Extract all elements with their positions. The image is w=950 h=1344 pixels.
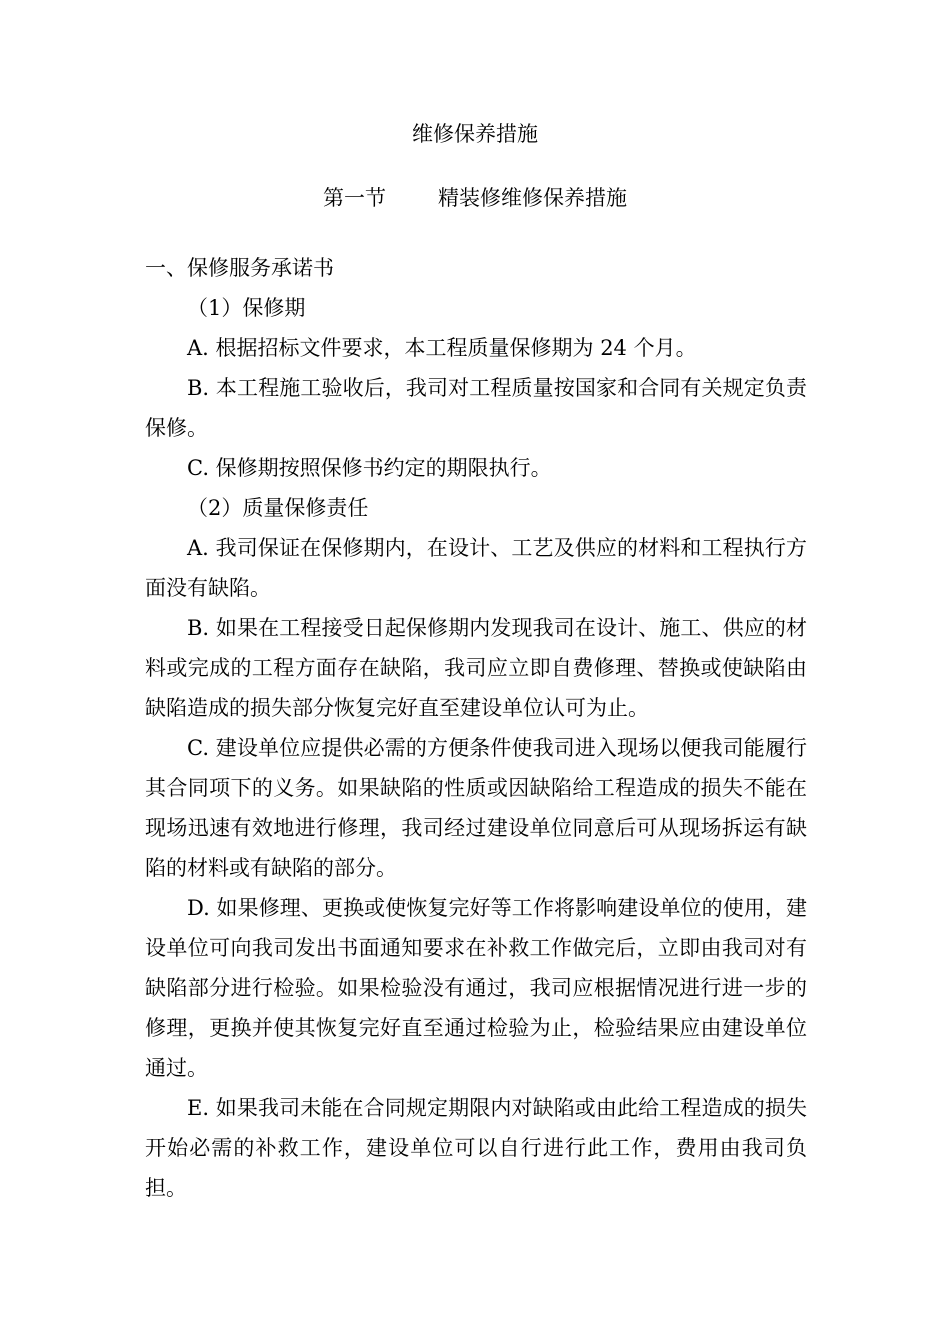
section-number: 第一节 [323, 186, 386, 210]
subheading-quality-responsibility: （2）质量保修责任 [187, 496, 369, 520]
paragraph-responsibility-e: E. 如果我司未能在合同规定期限内对缺陷或由此给工程造成的损失开始必需的补救工作，建设单位可以自行进行此工作，费用由我司负担。 [145, 1096, 807, 1200]
paragraph-warranty-period-b: B. 本工程施工验收后，我司对工程质量按国家和合同有关规定负责保修。 [145, 376, 807, 440]
heading-warranty-commitment: 一、保修服务承诺书 [145, 256, 334, 280]
section-title: 精装修维修保养措施 [438, 186, 627, 210]
section-title-line [0, 180, 950, 216]
subheading-warranty-period: （1）保修期 [187, 296, 306, 320]
paragraph-responsibility-c: C. 建设单位应提供必需的方便条件使我司进入现场以便我司能履行其合同项下的义务。如果缺陷的性质或因缺陷给工程造成的损失不能在现场迅速有效地进行修理，我司经过建设单位同意后可从现场拆运有缺陷的材料或有缺陷的部分。 [145, 736, 807, 880]
paragraph-responsibility-d: D. 如果修理、更换或使恢复完好等工作将影响建设单位的使用，建设单位可向我司发出书面通知要求在补救工作做完后，立即由我司对有缺陷部分进行检验。如果检验没有通过，我司应根据情况进行进一步的修理，更换并使其恢复完好直至通过检验为止，检验结果应由建设单位通过。 [145, 896, 807, 1080]
paragraph-responsibility-a: A. 我司保证在保修期内，在设计、工艺及供应的材料和工程执行方面没有缺陷。 [145, 536, 807, 600]
paragraph-warranty-period-a: A. 根据招标文件要求，本工程质量保修期为 24 个月。 [187, 336, 697, 360]
paragraph-warranty-period-c: C. 保修期按照保修书约定的期限执行。 [187, 456, 552, 480]
document-body [145, 248, 807, 1208]
document-title: 维修保养措施 [412, 122, 538, 146]
paragraph-responsibility-b: B. 如果在工程接受日起保修期内发现我司在设计、施工、供应的材料或完成的工程方面存在缺陷，我司应立即自费修理、替换或使缺陷由缺陷造成的损失部分恢复完好直至建设单位认可为止。 [145, 616, 807, 720]
